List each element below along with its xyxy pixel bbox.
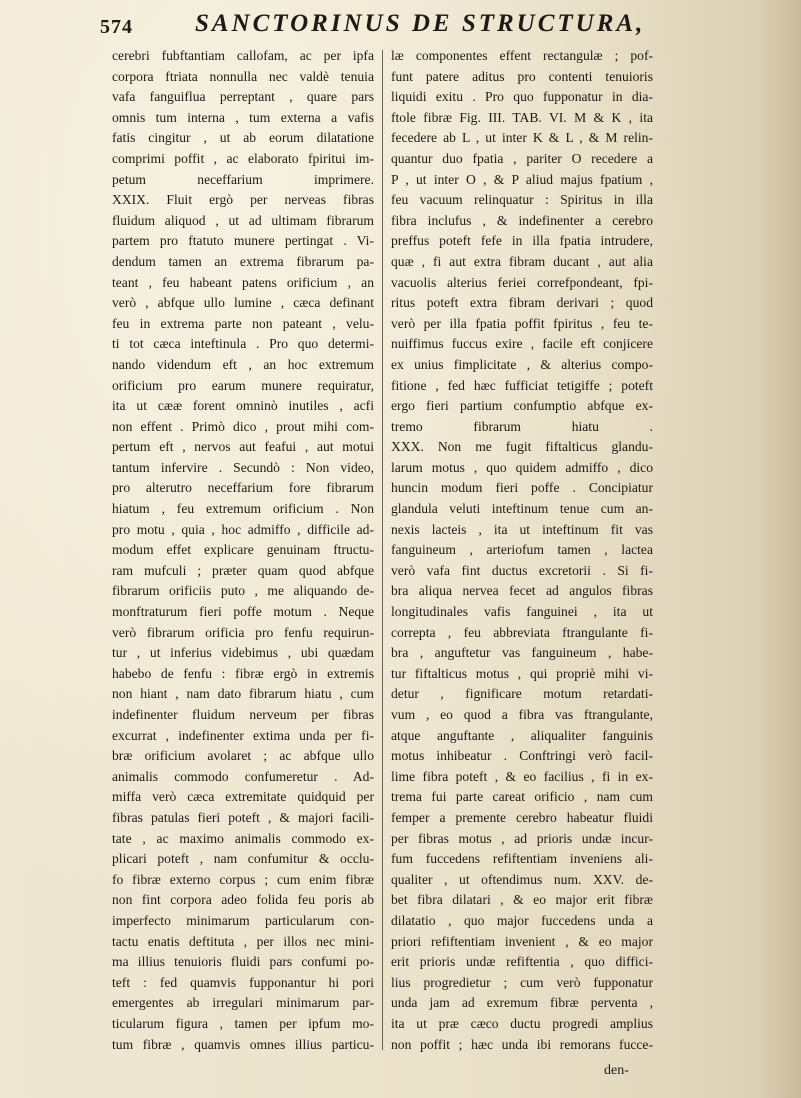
text-line: bra , anguftetur vas fanguineum , habe-	[391, 645, 653, 661]
column-divider	[382, 50, 383, 1050]
text-line: tum fibræ , quamvis omnes illius particu-	[112, 1036, 374, 1052]
text-line: orificium pro earum munere requiratur,	[112, 377, 374, 393]
text-line: modum effet explicare genuinam ftructu-	[112, 542, 374, 558]
text-line: fibra inclufus , & indefinenter a cerebro	[391, 212, 653, 228]
text-line: bra aliqua nervea fecet ad angulos fibras	[391, 583, 653, 599]
text-line: fum fuccedens refiftentiam inveniens ali-	[391, 851, 653, 867]
text-line: erit prioris undæ refiftentia , quo diffici-	[391, 954, 653, 970]
text-line: quantur duo fpatia , pariter O recedere a	[391, 150, 653, 166]
page-header	[100, 8, 720, 40]
text-line: ma illius tenuioris fluidi pars confumi po-	[112, 954, 374, 970]
text-line: feu in extrema parte non pateant , velu-	[112, 315, 374, 331]
text-line: nexis lacteis , ita ut inteftinum fit vas	[391, 521, 653, 537]
text-line: monftraturum fieri poffe motum . Neque	[112, 604, 374, 620]
page-edge-shadow	[756, 0, 801, 1098]
text-line: ergo fieri partium confumptio abfque ex-	[391, 398, 653, 414]
text-line: pro alterutro neceffarium fore fibrarum	[112, 480, 374, 496]
text-line: vum , eo quod a fibra vas ftrangulante,	[391, 707, 653, 722]
text-line: pro motu , quia , hoc admiffo , difficile ad-	[112, 521, 374, 537]
text-line: fatis cingitur , ut ab eorum dilatatione	[112, 130, 374, 146]
text-line: imperfecto minimarum particularum con-	[112, 912, 374, 928]
text-line: non poffit ; hæc unda ibi remorans fucce-	[391, 1036, 653, 1052]
text-line: nando videndum eft , an hoc extremum	[112, 356, 374, 372]
text-line: petum neceffarium imprimere.	[112, 171, 374, 187]
text-line: teft : fed quamvis fupponantur hi pori	[112, 974, 374, 990]
text-line: quæ , fi aut extra fibram ducant , aut alia	[391, 253, 653, 269]
text-line: animalis commodo confumeretur . Ad-	[112, 768, 374, 784]
text-line: verò fibrarum orificia pro fenfu requirun-	[112, 624, 374, 640]
text-line: tate , ac maximo animalis commodo ex-	[112, 830, 374, 846]
text-line: indefinenter fluidum nerveum per fibras	[112, 707, 374, 722]
text-line: verò vafa fint ductus excretorii . Si fi-	[391, 562, 653, 578]
text-line: habebo de fenfu : fibræ ergò in extremis	[112, 665, 374, 681]
text-line: tur , ut inferius videbimus , ubi quædam	[112, 645, 374, 661]
catchword: den-	[604, 1063, 629, 1078]
text-line: fibrarum orificiis puto , me aliquando de-	[112, 583, 374, 599]
text-line: non effent . Primò dico , prout mihi com-	[112, 418, 374, 434]
text-line: ex unius fimplicitate , & alterius compo-	[391, 356, 653, 372]
text-line: læ componentes effent rectangulæ ; pof-	[391, 48, 653, 63]
text-line: fecedere ab L , ut inter K & L , & M relin-	[391, 130, 653, 146]
text-line: liquidi exitu . Pro quo fupponatur in dia-	[391, 89, 653, 105]
text-line: ti tot cæca inteftinula . Pro quo determi-	[112, 336, 374, 352]
text-line: verò per illa fpatia poffit fpiritus , feu te-	[391, 315, 653, 331]
text-line: fo fibræ externo corpus ; cum enim fibræ	[112, 871, 374, 887]
page-number: 574	[100, 16, 133, 38]
text-line: bet fibra dilatari , & eo major erit fibræ	[391, 892, 653, 908]
text-line: larum motus , quo quidem admiffo , dico	[391, 459, 653, 475]
text-line: vafa fanguiflua perreptant , quare pars	[112, 89, 374, 105]
text-line: cerebri fubftantiam callofam, ac per ipfa	[112, 48, 374, 63]
text-line: ram mufculi ; præter quam quod abfque	[112, 562, 374, 578]
right-text-column	[391, 46, 653, 1055]
text-line: ftole fibræ Fig. III. TAB. VI. M & K , ita	[391, 109, 653, 125]
text-line: unda jam ad exremum fibræ perventa ,	[391, 995, 653, 1011]
text-line: fluidum aliquod , ut ad ultimam fibrarum	[112, 212, 374, 228]
text-line: fitione , fed hæc fufficiat tetigiffe ; poteft	[391, 377, 653, 393]
text-line: verò , abfque ullo lumine , cæca definant	[112, 295, 374, 311]
text-line: feu vacuum relinquatur : Spiritus in illa	[391, 192, 653, 208]
text-line: omnis tum interna , tum externa a vafis	[112, 109, 374, 125]
text-line: XXX. Non me fugit fiftalticus glandu-	[391, 439, 653, 455]
text-line: dilatatio , quo major fuccedens unda a	[391, 912, 653, 928]
text-line: miffa verò cæca extremitate quidquid per	[112, 789, 374, 805]
text-line: atque anguftante , aliqualiter fanguinis	[391, 727, 653, 743]
text-line: non fint corpora adeo folida feu poris ab	[112, 892, 374, 908]
text-line: longitudinales vafis fanguinei , ita ut	[391, 604, 653, 620]
running-head: SANCTORINUS DE STRUCTURA,	[195, 10, 646, 37]
text-line: teant , feu habeant patens orificium , an	[112, 274, 374, 290]
text-line: dendum tamen an extrema fibrarum pa-	[112, 253, 374, 269]
text-line: non hiant , nam dato fibrarum hiatu , cum	[112, 686, 374, 702]
text-line: partem pro ftatuto munere pertingat . Vi-	[112, 233, 374, 249]
text-line: correpta , feu abbreviata ftrangulante fi-	[391, 624, 653, 640]
text-line: hiatum , feu extremum orificium . Non	[112, 501, 374, 517]
text-line: excurrat , indefinenter extima unda per fi-	[112, 727, 374, 743]
text-line: qualiter , ut oftendimus num. XXV. de-	[391, 871, 653, 887]
text-line: ticularum figura , tamen per ipfum mo-	[112, 1015, 374, 1031]
text-line: tremo fibrarum hiatu .	[391, 418, 653, 434]
text-line: trema fui parte careat orificio , nam cum	[391, 789, 653, 805]
text-line: emergentes ab irregulari minimarum par-	[112, 995, 374, 1011]
text-line: fibras patulas fieri poteft , & majori facili-	[112, 809, 374, 825]
text-line: per fibras motus , ad prioris undæ incur-	[391, 830, 653, 846]
text-line: tactu enatis deftituta , per illos nec mini-	[112, 933, 374, 949]
text-line: XXIX. Fluit ergò per nerveas fibras	[112, 192, 374, 208]
text-line: ita ut præ cæco ductu progredi amplius	[391, 1015, 653, 1031]
text-line: funt patere aditus pro contenti tenuioris	[391, 68, 653, 84]
text-line: P , ut inter O , & P aliud majus fpatium ,	[391, 171, 653, 187]
text-line: preffus poteft fefe in illa fpatia intrudere,	[391, 233, 653, 249]
text-line: fanguineum , arteriofum tamen , lactea	[391, 542, 653, 558]
text-line: bræ orificium avolaret ; ac abfque ullo	[112, 748, 374, 764]
text-line: corpora ftriata nonnulla nec valdè tenuia	[112, 68, 374, 84]
left-text-column	[112, 46, 374, 1055]
text-line: tantum infervire . Secundò : Non video,	[112, 459, 374, 475]
text-line: femper a premente cerebro habeatur fluidi	[391, 809, 653, 825]
text-line: pertum eft , nervos aut feafui , aut motui	[112, 439, 374, 455]
text-line: priori refiftentiam invenient , & eo major	[391, 933, 653, 949]
text-line: huncin modum fieri poffe . Concipiatur	[391, 480, 653, 496]
text-line: tur fiftalticus motus , qui propriè mihi vi-	[391, 665, 653, 681]
text-line: detur , fignificare motum retardati-	[391, 686, 653, 702]
text-line: lius progredietur ; cum verò fupponatur	[391, 974, 653, 990]
text-line: vacuolis alterius feriei correfpondeant, fpi-	[391, 274, 653, 290]
text-line: ritus poteft extra fibram derivari ; quod	[391, 295, 653, 311]
text-line: comprimi poffit , ac elaborato fpiritui im-	[112, 150, 374, 166]
text-line: lime fibra poteft , & eo facilius , fi in ex-	[391, 768, 653, 784]
text-line: plicari poteft , nam confumitur & occlu-	[112, 851, 374, 867]
text-line: motus inhibeatur . Conftringi verò facil-	[391, 748, 653, 764]
text-line: ita ut cææ forent omninò inutiles , acfi	[112, 398, 374, 414]
text-line: glandula veluti inteftinum tenue cum an-	[391, 501, 653, 517]
text-line: nuiffimus fuccus exire , facile eft conjicere	[391, 336, 653, 352]
